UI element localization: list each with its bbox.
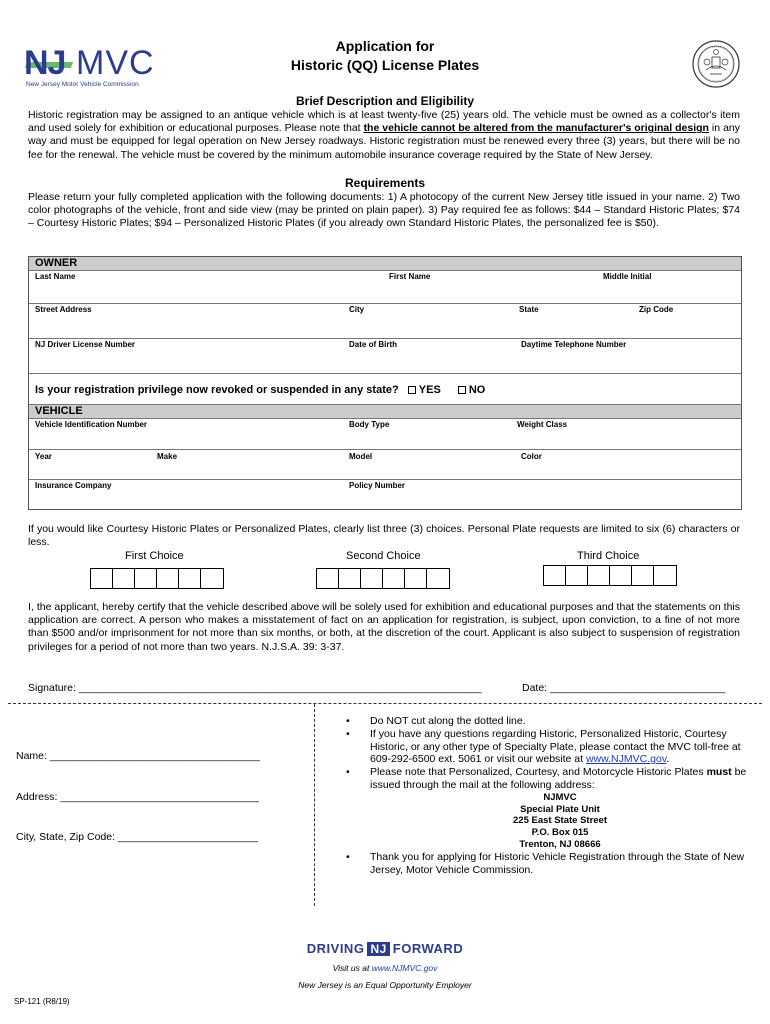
footer-website-link[interactable]: www.NJMVC.gov — [371, 963, 438, 973]
second-choice-boxes[interactable] — [316, 568, 450, 589]
revocation-question: Is your registration privilege now revoked or suspended in any state? YES NO — [35, 384, 486, 396]
vehicle-section-heading: VEHICLE — [29, 405, 741, 418]
body-type-field[interactable]: Body Type — [349, 420, 390, 429]
eligibility-heading: Brief Description and Eligibility — [295, 94, 475, 108]
driving-forward-logo: DRIVING NJ FORWARD — [306, 941, 464, 956]
last-name-field[interactable]: Last Name — [35, 272, 76, 281]
plate-instructions: If you would like Courtesy Historic Plates or Personalized Plates, clearly list three (3) choices. Personal Plate requests are limited to six (6) characters or less. — [28, 523, 740, 549]
owner-section-heading: OWNER — [29, 257, 741, 270]
date-of-birth-field[interactable]: Date of Birth — [349, 340, 397, 349]
form-number: SP-121 (R8/19) — [14, 997, 70, 1006]
requirements-text: Please return your fully completed application with the following documents: 1) A photocopy of the current New Jersey title issued in your name. 2) Two color photographs of the vehicle, front and side view (may be printed on plain paper). 3) Pay required fee as follows: $44 – Standard Historic Plates; $74 – Courtesy Historic Plates; $94 – Personalized Historic Plates (if you already own Standard Historic Plates, the personalized fee is $50). — [28, 191, 740, 230]
first-name-field[interactable]: First Name — [389, 272, 431, 281]
emphasis-text: the vehicle cannot be altered from the manufacturer's original design — [363, 122, 709, 135]
requirements-heading: Requirements — [344, 176, 426, 190]
insurance-company-field[interactable]: Insurance Company — [35, 481, 112, 490]
first-choice-boxes[interactable] — [90, 568, 224, 589]
year-field[interactable]: Year — [35, 452, 52, 461]
visit-text: Visit us at www.NJMVC.gov — [332, 963, 438, 973]
middle-initial-field[interactable]: Middle Initial — [603, 272, 652, 281]
mailing-address-block: NJMVC Special Plate Unit 225 East State Street P.O. Box 015 Trenton, NJ 08666 — [513, 791, 607, 850]
logo-tagline: New Jersey Motor Vehicle Commission — [26, 81, 139, 88]
vin-field[interactable]: Vehicle Identification Number — [35, 420, 148, 429]
logo-text: MVC — [76, 44, 155, 82]
mailing-name-field[interactable]: Name: ____________________________________ — [16, 750, 261, 762]
daytime-phone-field[interactable]: Daytime Telephone Number — [521, 340, 627, 349]
equal-opportunity-text: New Jersey is an Equal Opportunity Employer — [298, 980, 472, 990]
notes-list — [346, 715, 750, 876]
note-item: • Do NOT cut along the dotted line. — [346, 715, 750, 728]
state-field[interactable]: State — [519, 305, 539, 314]
second-choice-label: Second Choice — [346, 550, 421, 562]
note-item: • Thank you for applying for Historic Vehicle Registration through the State of New Jersey, Motor Vehicle Commission. — [346, 851, 750, 877]
model-field[interactable]: Model — [349, 452, 373, 461]
third-choice-boxes[interactable] — [543, 565, 677, 586]
signature-field[interactable]: Signature: _____________________________________________________________________ — [28, 682, 482, 694]
city-field[interactable]: City — [349, 305, 365, 314]
yes-checkbox[interactable] — [408, 386, 416, 394]
no-checkbox[interactable] — [458, 386, 466, 394]
zip-code-field[interactable]: Zip Code — [639, 305, 674, 314]
first-choice-label: First Choice — [125, 550, 184, 562]
cut-line-horizontal — [8, 703, 762, 704]
third-choice-label: Third Choice — [577, 550, 640, 562]
policy-number-field[interactable]: Policy Number — [349, 481, 406, 490]
website-link[interactable]: www.NJMVC.gov — [585, 753, 667, 766]
date-field[interactable]: Date: ______________________________ — [522, 682, 726, 694]
weight-class-field[interactable]: Weight Class — [517, 420, 568, 429]
color-field[interactable]: Color — [521, 452, 542, 461]
note-item: • If you have any questions regarding Historic, Personalized Historic, Courtesy Historic, or any other type of Specialty Plate, please contact the MVC toll-free at 609-292-6500 ext. 5061 or visit our website at www.NJMVC.gov. — [346, 728, 750, 766]
state-seal-icon — [692, 40, 740, 88]
driver-license-field[interactable]: NJ Driver License Number — [35, 340, 136, 349]
street-address-field[interactable]: Street Address — [35, 305, 92, 314]
eligibility-text: Historic registration may be assigned to an antique vehicle which is at least twenty-five (25) years old. The vehicle must be owned as a collector's item and used solely for exhibition or educational purposes. Please note that the vehicle cannot be altered from the manufacturer's original design in any way and must be equipped for legal operation on New Jersey roadways. Historic registration must be renewed every three (3) years, but there will be no fee for the renewal. The vehicle must be covered by the minimum automobile insurance coverage required by the State of New Jersey. — [28, 109, 740, 161]
certification-text: I, the applicant, hereby certify that the vehicle described above will be solely used for exhibition and educational purposes and that the statements on this application are correct. A person who makes a misstatement of fact on an application for registration, is subject, upon conviction, to a fine of not more than $500 and/or imprisonment for not more than six months, or both, at the discretion of the court. Applicant is also subject to suspension of registration privileges for a period of not more than two years. N.J.S.A. 39: 3-37. — [28, 601, 740, 653]
application-form — [28, 256, 742, 510]
title-line-2: Historic (QQ) License Plates — [290, 57, 480, 73]
title-line-1: Application for — [335, 38, 435, 54]
note-item: • Please note that Personalized, Courtesy, and Motorcycle Historic Plates must be issued through the mail at the following address: NJMVC Special Plate Unit 225 East State Street P.O. Box 015 Trenton, NJ 08666 — [346, 766, 750, 851]
logo-letters: NJ — [24, 44, 66, 82]
cut-line-vertical — [314, 704, 315, 906]
make-field[interactable]: Make — [157, 452, 178, 461]
mailing-address-field[interactable]: Address: __________________________________ — [16, 791, 259, 803]
mailing-city-field[interactable]: City, State, Zip Code: ________________________ — [16, 831, 259, 843]
